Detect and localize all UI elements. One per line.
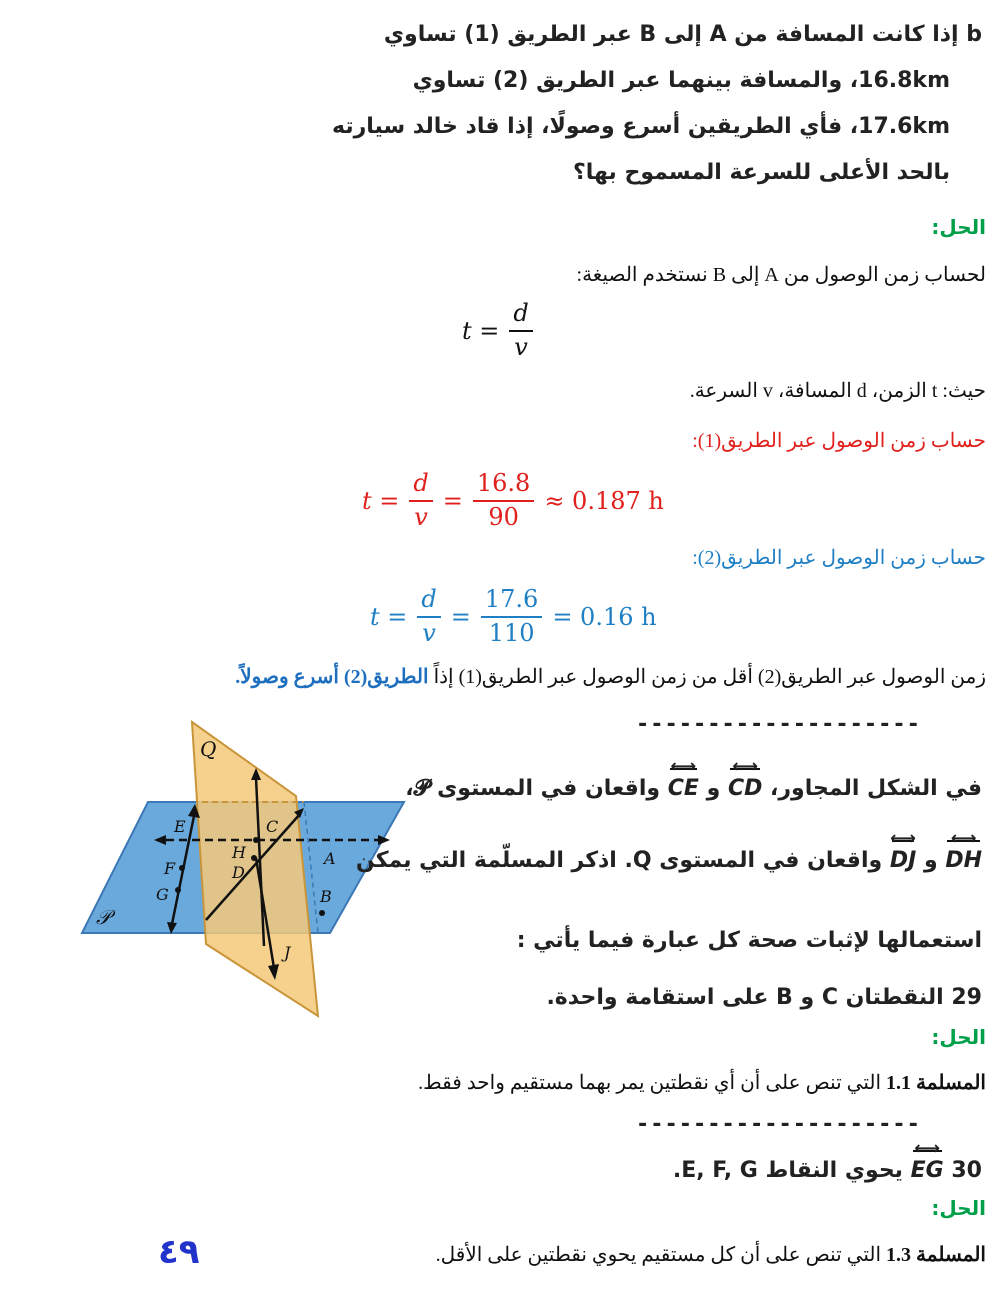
q30-solution-label: الحل: <box>931 1196 986 1220</box>
question-b-line4: بالحد الأعلى للسرعة المسموح بها؟ <box>573 160 950 185</box>
problem-intro-line3: استعمالها لإثبات صحة كل عبارة فيما يأتي : <box>516 928 982 953</box>
solution-label: الحل: <box>931 215 986 239</box>
page-number: ٤٩ <box>158 1232 200 1272</box>
formula-fraction <box>509 300 532 361</box>
separator: -------------------- <box>636 712 921 737</box>
label-q: Q <box>200 737 217 761</box>
road2-heading: حساب زمن الوصول عبر الطريق(2): <box>692 547 986 569</box>
q29: 29 النقطتان C و B على استقامة واحدة. <box>546 985 982 1010</box>
ray-dh: DH ⟷ <box>945 848 982 873</box>
ray-eg: EG ⟷ <box>911 1158 944 1183</box>
label-g: G <box>156 885 169 904</box>
conclusion: زمن الوصول عبر الطريق(2) أقل من زمن الوصول عبر الطريق(1) إذاً الطريق(2) أسرع وصولاً. <box>235 666 986 688</box>
road1-equation: t = $\frac{d}{v}$ = $\frac{16.8}{90}$ ≈ 0.187 h <box>362 469 664 531</box>
label-e: E <box>174 817 186 836</box>
formula-lhs: t = <box>462 316 500 345</box>
q30: 30 EG ⟷ يحوي النقاط E, F, G. <box>673 1158 982 1183</box>
formula-den: v <box>514 332 528 361</box>
label-h: H <box>232 843 246 862</box>
plane-q <box>192 722 318 1016</box>
label-c: C <box>266 817 279 836</box>
question-b-line3: 17.6km، فأي الطريقين أسرع وصولًا، إذا قاد خالد سيارته <box>331 114 950 139</box>
where-line: حيث: t الزمن، d المسافة، v السرعة. <box>689 380 986 402</box>
formula <box>462 300 533 361</box>
label-f: F <box>164 859 176 878</box>
formula-num: d <box>509 300 532 332</box>
q30-number: 30 <box>951 1158 982 1183</box>
label-j: J <box>284 943 291 962</box>
q29-solution-label: الحل: <box>931 1025 986 1049</box>
q30-answer: المسلمة 1.3 التي تنص على أن كل مستقيم يحوي نقطتين على الأقل. <box>435 1244 986 1266</box>
problem-intro-line1: في الشكل المجاور، CD ⟷ و CE ⟷ واقعان في المستوى 𝓟، <box>405 776 982 801</box>
ray-cd: CD ⟷ <box>728 776 762 801</box>
road2-equation: t = $\frac{d}{v}$ = $\frac{17.6}{110}$ = 0.16 h <box>370 585 657 647</box>
question-b-line2: 16.8km، والمسافة بينهما عبر الطريق (2) تساوي <box>412 68 950 93</box>
conclusion-highlight: الطريق(2) أسرع وصولاً. <box>235 666 429 688</box>
question-b-line1: b إذا كانت المسافة من A إلى B عبر الطريق (1) تساوي <box>383 22 982 47</box>
separator-2: -------------------- <box>636 1112 921 1137</box>
q29-number: 29 <box>951 985 982 1010</box>
ray-dj: DJ ⟷ <box>890 848 916 873</box>
question-b-label: b <box>966 22 982 47</box>
problem-intro-line2: DH ⟷ و DJ ⟷ واقعان في المستوى Q. اذكر المسلّمة التي يمكن <box>356 848 982 873</box>
road1-heading: حساب زمن الوصول عبر الطريق(1): <box>692 430 986 452</box>
formula-intro: لحساب زمن الوصول من A إلى B نستخدم الصيغة: <box>576 264 986 286</box>
label-b: B <box>320 887 332 906</box>
ray-ce: CE ⟷ <box>668 776 699 801</box>
label-d: D <box>232 863 245 882</box>
label-p: 𝒫 <box>96 905 111 929</box>
label-a: A <box>324 849 336 868</box>
q29-answer: المسلمة 1.1 التي تنص على أن أي نقطتين يمر بهما مستقيم واحد فقط. <box>418 1072 986 1094</box>
